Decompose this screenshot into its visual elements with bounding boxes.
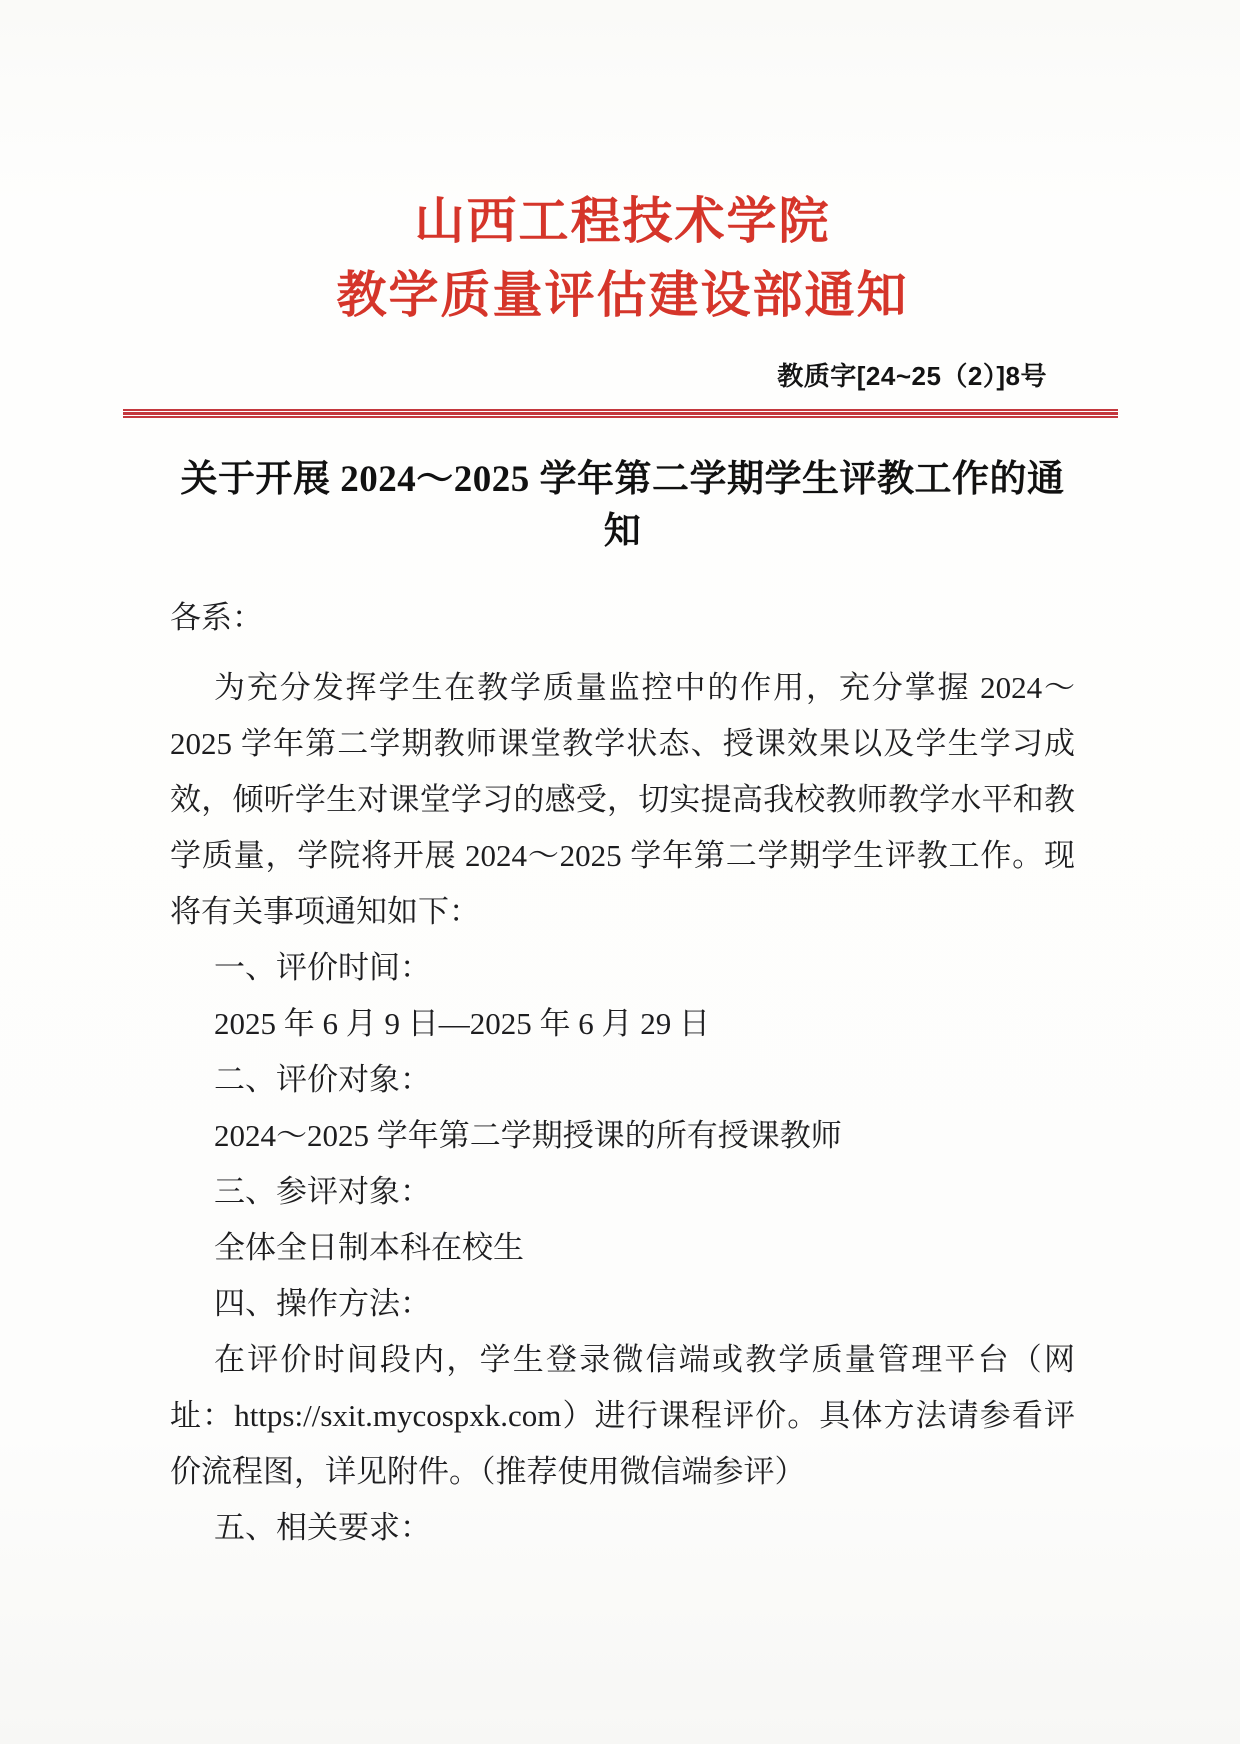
section-3-label: 三、参评对象： [214,1174,431,1209]
document-number: 教质字[24~25（2）]8号 [777,361,1047,391]
section-3-content: 全体全日制本科在校生 [214,1230,524,1265]
section-2-label: 二、评价对象： [214,1062,431,1097]
institution-name: 山西工程技术学院 [414,193,831,249]
section-1-label: 一、评价时间： [214,950,431,985]
section-2-content: 2024～2025 学年第二学期授课的所有授课教师 [214,1118,842,1153]
section-4-content: 在评价时间段内，学生登录微信端或教学质量管理平台（网址：https://sxit.mycospxk.com）进行课程评价。具体方法请参看评价流程图，详见附件。（推荐使用微信端参评） [170,1342,1075,1489]
notice-body [170,590,1075,1556]
section-5-label: 五、相关要求： [214,1510,431,1545]
department-notice-title: 教学质量评估建设部通知 [336,267,909,323]
section-1-content: 2025 年 6 月 9 日—2025 年 6 月 29 日 [214,1006,710,1041]
notice-heading: 关于开展 2024～2025 学年第二学期学生评教工作的通知 [180,459,1065,552]
section-4-label: 四、操作方法： [214,1286,431,1321]
document-content [0,184,1240,1556]
red-divider-rule [123,409,1118,418]
institution-letterhead [170,184,1075,332]
intro-paragraph: 为充分发挥学生在教学质量监控中的作用，充分掌握 2024～2025 学年第二学期教师课堂教学状态、授课效果以及学生学习成效，倾听学生对课堂学习的感受，切实提高我校教师教学水平和教学质量，学院将开展 2024～2025 学年第二学期学生评教工作。现将有关事项通知如下： [170,670,1075,929]
salutation: 各系： [170,600,263,635]
